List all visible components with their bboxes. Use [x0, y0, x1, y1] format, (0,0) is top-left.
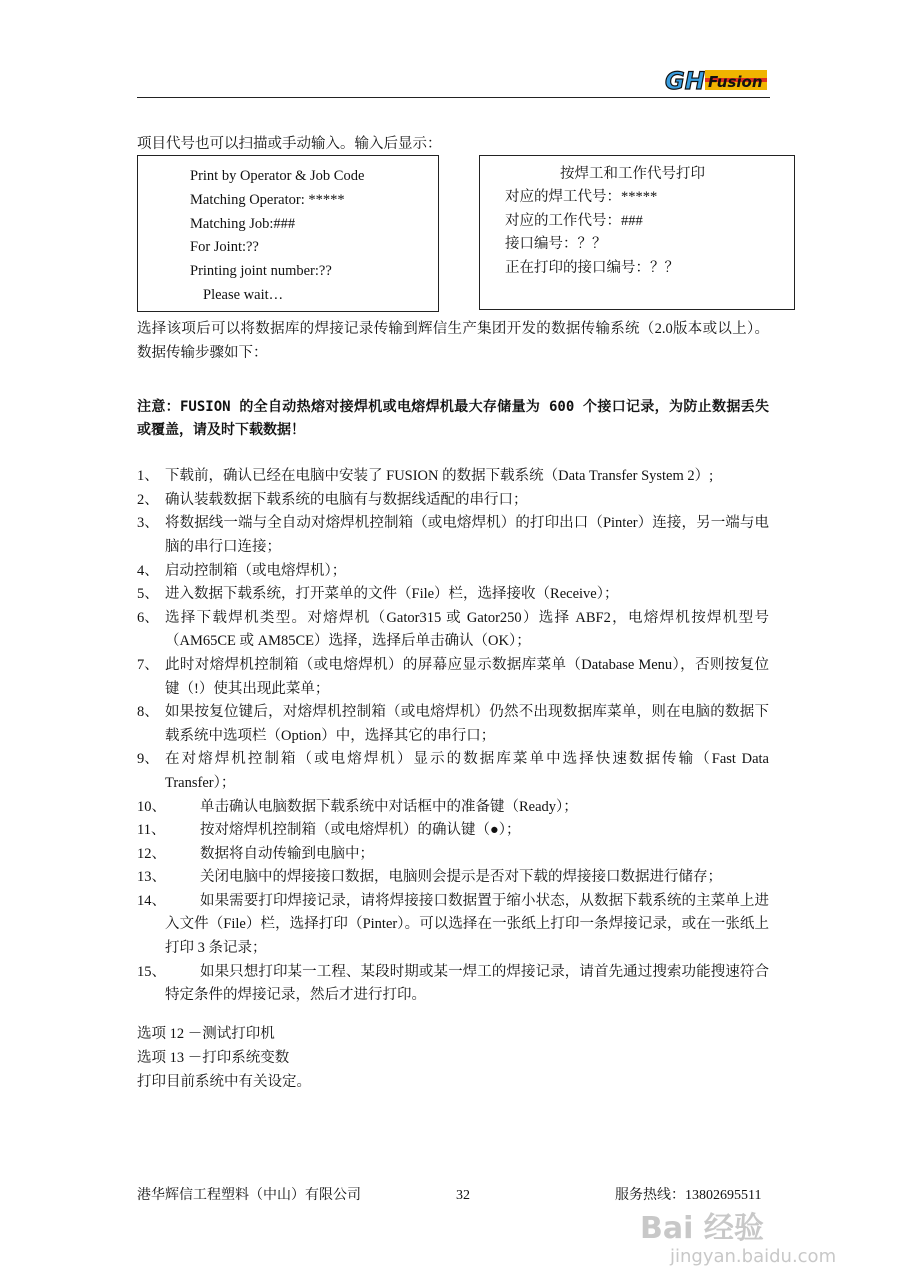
screen-line: 对应的工作代号：### [505, 213, 643, 229]
step-text: 单击确认电脑数据下载系统中对话框中的准备键（Ready）； [200, 798, 578, 815]
step-text: 如果需要打印焊接记录，请将焊接接口数据置于缩小状态，从数据下载系统的主菜单上进入文件（File）栏，选择打印（Pinter）。可以选择在一张纸上打印一条焊接记录，或在一张纸上打印 3 条记录； [165, 892, 769, 957]
step-item [137, 748, 769, 795]
storage-warning-note: 注意：FUSION 的全自动热熔对接焊机或电熔焊机最大存储量为 600 个接口记录，为防止数据丢失或覆盖，请及时下载数据！ [137, 398, 769, 439]
transfer-description: 选择该项后可以将数据库的焊接记录传输到辉信生产集团开发的数据传输系统（2.0版本或以上）。数据传输步骤如下： [137, 321, 769, 361]
screen-line: Matching Job:### [190, 216, 296, 232]
gh-fusion-logo [665, 66, 768, 94]
step-number: 12、 [137, 845, 166, 862]
watermark-logo: Bai 经验 [640, 1211, 764, 1246]
screen-line: Matching Operator: ***** [190, 192, 345, 208]
svg-text:Fusion: Fusion [708, 73, 763, 91]
transfer-steps-list [137, 465, 769, 1008]
step-text: 关闭电脑中的焊接接口数据，电脑则会提示是否对下载的焊接接口数据进行储存； [200, 869, 722, 886]
step-number: 4、 [137, 562, 159, 579]
step-text: 按对熔焊机控制箱（或电熔焊机）的确认键（●）； [200, 822, 521, 839]
step-item [137, 843, 769, 867]
screen-line: Printing joint number:?? [190, 263, 332, 279]
watermark-url: jingyan.baidu.com [670, 1246, 837, 1267]
step-text: 此时对熔焊机控制箱（或电熔焊机）的屏幕应显示数据库菜单（Database Menu），否则按复位键（!）使其出现此菜单； [165, 656, 769, 697]
step-item [137, 607, 769, 654]
step-text: 选择下载焊机类型。对熔焊机（Gator315 或 Gator250）选择 ABF2，电熔焊机按焊机型号（AM65CE 或 AM85CE）选择，选择后单击确认（OK）； [165, 609, 769, 650]
step-text: 如果只想打印某一工程、某段时期或某一焊工的焊接记录，请首先通过搜索功能搜速符合特定条件的焊接记录，然后才进行打印。 [165, 963, 769, 1004]
step-number: 5、 [137, 586, 159, 603]
step-text: 在对熔焊机控制箱（或电熔焊机）显示的数据库菜单中选择快速数据传输（Fast Data Transfer）； [165, 751, 769, 791]
option-12-heading: 选项 12 －测试打印机 [137, 1025, 275, 1042]
step-number: 2、 [137, 491, 159, 508]
step-text: 如果按复位键后，对熔焊机控制箱（或电熔焊机）仍然不出现数据库菜单，则在电脑的数据下载系统中选项栏（Option）中，选择其它的串行口； [165, 704, 769, 744]
step-number: 15、 [137, 963, 166, 980]
step-item [137, 819, 769, 843]
step-number: 3、 [137, 515, 159, 532]
step-number: 1、 [137, 468, 159, 485]
step-text: 数据将自动传输到电脑中； [200, 845, 374, 862]
step-text: 下载前，确认已经在电脑中安装了 FUSION 的数据下载系统（Data Transfer System 2）; [165, 468, 714, 485]
step-item [137, 654, 769, 701]
screen-line: For Joint:?? [190, 239, 259, 255]
step-text: 启动控制箱（或电熔焊机）； [165, 562, 347, 579]
step-number: 6、 [137, 609, 159, 626]
screen-box-chinese [479, 155, 795, 310]
screen-line: 接口编号：？？ [505, 236, 607, 252]
step-number: 11、 [137, 822, 166, 839]
footer-company: 港华辉信工程塑料（中山）有限公司 [137, 1188, 361, 1203]
options-section [137, 1022, 769, 1094]
step-item [137, 866, 769, 890]
step-item [137, 560, 769, 584]
header-rule [137, 97, 770, 98]
page-number: 32 [456, 1188, 470, 1203]
screen-line: 正在打印的接口编号：？？ [505, 260, 679, 276]
step-item [137, 890, 769, 961]
intro-text: 项目代号也可以扫描或手动输入。输入后显示： [137, 136, 442, 152]
step-text: 将数据线一端与全自动对熔焊机控制箱（或电熔焊机）的打印出口（Pinter）连接，另一端与电脑的串行口连接； [165, 515, 769, 555]
screen-line: Print by Operator & Job Code [190, 168, 365, 184]
option-13-heading: 选项 13 －打印系统变数 [137, 1049, 290, 1066]
step-number: 13、 [137, 869, 166, 886]
step-item [137, 796, 769, 820]
step-number: 14、 [137, 892, 166, 909]
step-number: 7、 [137, 656, 159, 673]
step-item [137, 583, 769, 607]
baidu-watermark [640, 1212, 836, 1268]
footer-hotline: 服务热线：13802695511 [615, 1188, 762, 1203]
step-number: 8、 [137, 704, 159, 721]
screen-box-english [137, 155, 439, 312]
step-item [137, 701, 769, 748]
step-item [137, 512, 769, 559]
step-number: 10、 [137, 798, 166, 815]
screen-line: 按焊工和工作代号打印 [560, 166, 705, 182]
step-item [137, 489, 769, 513]
body-text [137, 318, 769, 1094]
svg-text:GH: GH [665, 67, 705, 94]
option-13-description: 打印目前系统中有关设定。 [137, 1073, 311, 1090]
screen-line: 对应的焊工代号：***** [505, 189, 658, 205]
step-text: 进入数据下载系统，打开菜单的文件（File）栏，选择接收（Receive）； [165, 586, 619, 603]
step-number: 9、 [137, 751, 159, 768]
step-text: 确认装载数据下载系统的电脑有与数据线适配的串行口； [165, 491, 528, 508]
step-item [137, 465, 769, 489]
step-item [137, 961, 769, 1008]
screen-line: Please wait… [203, 287, 284, 303]
